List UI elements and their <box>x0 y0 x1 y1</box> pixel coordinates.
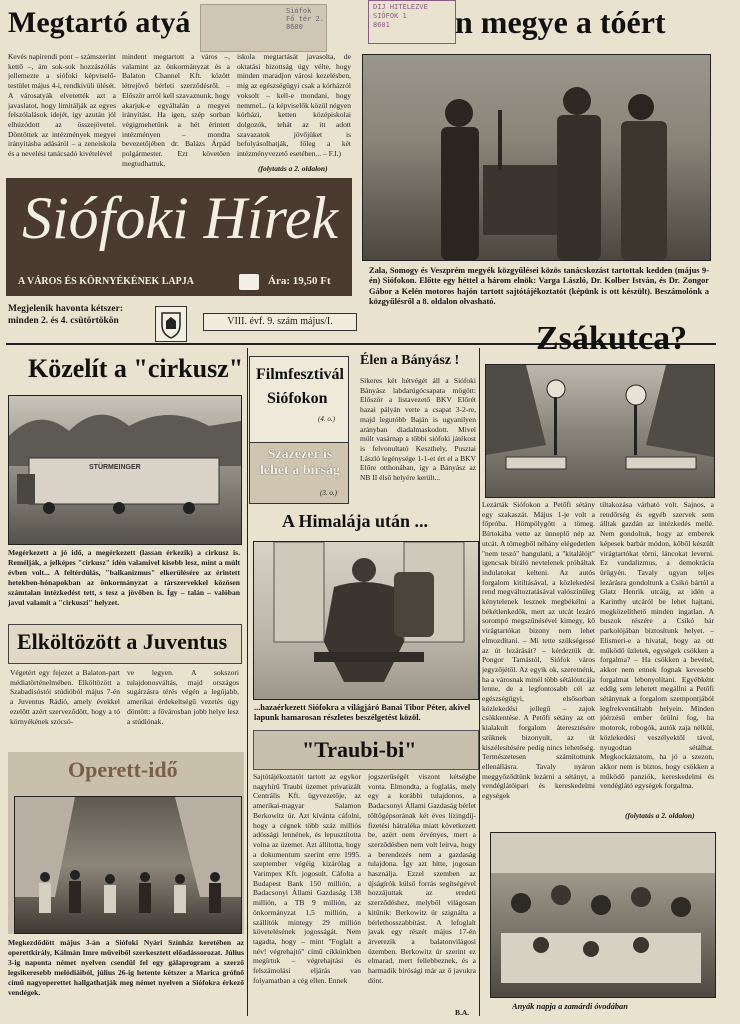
issue-number: VIII. évf. 9. szám május/I. <box>203 313 357 331</box>
juventus-headline: Elköltözött a Juventus <box>17 629 228 654</box>
megtarto-col1: Kevés napirendi pont – számszerint kettő –, ám sok-sok hozzászólás jellemezte a siófoki képviselő-testület május 4-i, rendkívüli ülését. A városatyák elvetették azt a javaslatot, hogy limitálják az egyes felszólalások idejét, így azután jól elhúzódott az összejövetel. Döntöttek az intézmények megyei irányításba adásáról – a zeneiskola és a nevelési tanácsadó kivételével <box>8 52 116 159</box>
masthead-price: Ára: 19,50 Ft <box>268 275 331 287</box>
traveler-photo <box>253 541 479 700</box>
traubi-headline-box <box>253 730 479 770</box>
traubi-signature: B.A. <box>455 1008 470 1017</box>
column-rule <box>479 348 480 1016</box>
himalaya-caption: ...hazaérkezett Siófokra a világjáró Banai Tibor Péter, akivel lapunk hamarosan részletes beszélgetést közöl. <box>254 703 471 723</box>
traubi-col2: jogszerűségét viszont kétségbe vonta. Elmondta, a foglalás, mely egy a korábbi tulajdonos, a Badacsonyi Állami Gazdaság bérlet töltőgépsorának két éves lízingdíj-fizetési hátraléka miatt következett be, azért nem érvényes, mert a szerződésben nem volt leírva, hogy a berendezés nem a gazdaság tulajdona. Így azt hitte, jogosan használja. Ezzel szemben az újságírók külső forrás segítségével hozzájuttak az eredeti szerződéshez, melyből világosan kitűnik: Berkowitz úr szignálta a bérlethosszabbítást. A lefoglalt javak egy részét május 17-én árverezik a balatonvilágosi üzemben. Berkowitz úr szerint ez elmarad, mert fellebbeznek, és a harmadik bírósági már az ő javukra dönt. <box>368 772 476 985</box>
film-box <box>249 356 349 444</box>
zsakutca-col2: tiltakozása várható volt. Sajnos, a rendőrség és egyéb szervek sem álltak gazdán az intézkedés mellé. Nem gondoltuk, hogy az emberek képesek barbár módon, kőből készült virágtartókat törni, láncokat leverni. Ez vandalizmus, a demokrácia ürügyén. Tavaly ugyan teljes lezárásra gondoltunk a Csikó bártól a Glatz Henrik utcáig, az idén a Karinthy utcáról be lehet hajtani, megközelíthető minden ingatlan. A buszok részére a Csikó bár parkolójában biztosítunk helyet. – Elismeri-e a hivatal, hogy az ott működő üzletek, egységek csökken a forgalma? – Ha csökken a bevétel, akkor nem ennek fognak kevesebb forgalmat lebonyolítani. Egyébként eddig sem lehetett megállni a Petőfi sétánynak a forgalom szempontjából legfrekventáltabb helyein. Minden jóérzésű ember örülni fog, ha motorok, robogók, autók zaja nélkül, közlekedési veszélyektől távol, nyugodtan sétálhat. Megkockáztatom, ha jó a szezon, akkor nem is biztos, hogy csökken a működő panziók, kereskedelmi és vendéglátó egységek forgalma. <box>600 500 714 791</box>
postal-stamp-dij-hitelezve <box>368 0 456 44</box>
traubi-col1: Sajtótájékoztatót tartott az egykor nagyhírű Traubi üzemet privatizált Centrális Kft. ügyvezetője, az amerikai-magyar Salamon Berkowitz úr. Azt kívánta cáfolni, hogy a cégnek több száz milliós adóssági lennének, és lepusztította volna az üzemet. Azt állította, hogy a dokumentum szerint erre 1995. szeptember végéig kizárólag a Varimpex Kft. jogosult. Cáfolta a Budapest Bank 150 millión, a Badacsonyi Állami Gazdaság 138 millión, a TB 9 millión, az önkormányzat 1,5 millión, a szállítók mintegy 29 millión követelésének jogosságát. Nem tagadta, hogy – mint "Foglalt a név! végrehajtó" című cikkünkben megírtuk – végrehajtási és felszámolási eljárás van folyamatban a cég ellen. Ennek <box>253 772 361 985</box>
masthead <box>6 178 352 296</box>
film-title: Filmfesztivál <box>256 366 344 383</box>
street-barrier-photo <box>485 364 715 498</box>
masthead-subtitle: A VÁROS ÉS KÖRNYÉKÉNEK LAPJA <box>18 276 194 287</box>
operett-body: Megkezdődött május 3-án a Siófoki Nyári Színház keretében az operettkirály, Kálmán Imre műveiből szerkesztett előadássorozat. Július 3-ig naponta német nyelven csendül fel egy gálaprogram a szerző legsikeresebb melódiáiból, július 26-ig hetente kétszer a Marica grófnő című nagyoperettet hallgathatják meg német nyelven a Siófokra érkező vendégek. <box>8 938 244 997</box>
zsakutca-col1: Lezárták Siófokon a Petőfi sétány egy szakaszát. Május 1-je volt a főpróba. Hömpölygött a tömeg. Bírtokába vette az ünneplő nép az utcát. A tömegből néhány elégedetlen "nem teszó" hangulatú, a "kitalálójt" igencsak bíráló nevtelenek próbáltak indulatokat kelteni. Az autós forgalom kitiltásával, a közlekedési rend megváltoztatásával valószínűleg kénytelenek lesznek megbékélni a békétlenkedők, mert az utcát lezáró sorompó megszűnésével kimegy, kő virágtartókat bizony nem lehet elmozdítani. – Mi tette szükségessé az út lezárását? – kérdeztük dr. Pongor Tamástól, Siófok város jegyzőjétől. Az egyik ok, szeretnénk, ha a városnak minél több sétálóutcája lenne, de a legfontosabb cél az egészségügyi, elsősorban közlekedési jellegű – zajok csökkentése. A Petőfi sétány az ott kialakult forgalom áteresztésére szűknek bizonyult, az út kiszélesítésére pedig nincs lehetőség. Természetesen számítottunk ellenállásra. Tavaly nyáron meggyőződtünk lezárni a sétányt, a vendéglátóipari és kereskedelmi egységek <box>482 500 595 801</box>
megtarto-col3: iskola megtartását javasolta, de oktatási bizottság úgy vélte, hogy minden maradjon városi kezelésben, míg az egészségügyi csak a kórházról voksolt – kell-e mondani, hogy nemmel... (a képviselők közül négyen kórházi, ketten középiskolai dolgozók, tehát az itt adott szavazatok jövőjüket is befolyásolhatják, főleg a két intézményvezető esetében... – F.I.) <box>237 52 351 159</box>
anyak-caption: Anyák napja a zamárdi óvodában <box>512 1002 628 1011</box>
birsag-box <box>249 442 349 504</box>
zsakutca-headline: Zsákutca? <box>536 320 688 357</box>
megye-caption: Zala, Somogy és Veszprém megyék közgyűlései közös tanácskozást tartottak kedden (május 9-én) Siófokon. Előtte egy héttel a három elnök: Varga László, Dr. Kolber István, és Dr. Zongor Gábor a Kelén motoros hajón tartott sajtótájékoztatót (képünk is ott készült). Beszámolónk a közgyűlésről a 8. oldalon olvasható. <box>369 266 709 307</box>
juventus-headline-box <box>8 624 242 664</box>
operett-headline: Operett-idő <box>68 757 178 782</box>
megtarto-continued: (folytatás a 2. oldalon) <box>258 164 328 173</box>
stamp-line: 8600 <box>286 23 303 31</box>
banyasz-headline: Élen a Bányász ! <box>360 353 460 368</box>
traubi-headline: "Traubi-bi" <box>302 737 417 762</box>
juventus-col1: Végetért egy fejezet a Balaton-part médiatörténelmében. Elköltözött a Szabadisóstói stúdióból május 7-én a Juventus Rádió, amely évekkel ezelőtt azért szerveződött, hogy a tó környékének szócsö- <box>10 668 120 726</box>
juventus-col2: ve legyen. A sokszori tulajdonosváltás, majd országos sugárzásra térés végén a legújabb, amerikai érdekeltségű vezetés úgy döntött: a fővárosban jobb helye lesz a stúdiónak. <box>127 668 239 726</box>
cirkusz-body: Megérkezett a jó idő, a megérkezett (lassan érkezik) a cirkusz is. Remélják, a jelképes "cirkusz" idén valamivel kisebb lesz, mint a múlt évben volt... A feltérdúlás, "balkanizmus" elkerülésére az érintett hetekben-hónapokban az önkormányzat a társzervekkel közösen számtalan intézkedést tett, s tesz a jövőben is. Így – talán – valóban javul valamit a "cirkuszi" helyzet. <box>8 548 240 607</box>
stamp2-line: 8601 <box>373 21 390 29</box>
stamp-line: Siófok <box>286 7 312 15</box>
stamp2-line: SIÓFOK 1 <box>373 12 407 20</box>
himalaya-headline: A Himalája után ... <box>282 511 429 531</box>
truck-text: STÜRMEINGER <box>89 464 141 471</box>
stamp2-line: DIJ HITELEZVE <box>373 3 428 11</box>
frequency-line2: minden 2. és 4. csütörtökön <box>8 316 119 326</box>
banyasz-body: Sikeres két hétvégét áll a Siófoki Bányász labdarúgócsapata mögött: Először a listavezető BKV Előrét hazai pályán verte a csapat 3-2-re, majd legutóbb Baján is ugyanilyen arányban diadalmaskodott. Mivel múlt vasárnap a többi siófoki játékost is felvonultató Keszthely, Pusztai László legénysége 1-1-et ért el a BKV Előre otthonában, így a Bányász az NB II élső helyére került... <box>360 376 476 483</box>
zsakutca-continued: (folytatás a 2. oldalon) <box>625 811 695 820</box>
megtarto-headline: Megtartó atyá <box>8 6 191 39</box>
film-location: Siófokon <box>267 390 328 407</box>
frequency-line1: Megjelenik havonta kétszer: <box>8 304 124 314</box>
crest-icon <box>239 274 259 290</box>
frequency-note <box>8 303 123 327</box>
megtarto-col2: mindent megtartott a város –, valamint az önkormányzat és a Balaton Channel Kft. között létrejövő bérleti szerződésről. – Először arról kell szavaznunk, hogy akarjuk-e egyáltalán a megyei irányítást. Ha igen, szép sorban végigmehetünk a hét érintett intézményen – mondta bevezetőjében dr. Balázs Árpád polgármester. Ezt követően megtudhattuk, <box>122 52 230 168</box>
cirkusz-headline: Közelít a "cirkusz" <box>28 354 244 383</box>
megye-headline: n megye a tóért <box>455 4 666 40</box>
column-rule <box>247 348 248 1016</box>
film-ref: (4. o.) <box>318 415 335 423</box>
circus-truck-photo <box>8 395 242 545</box>
city-crest-icon <box>155 306 187 342</box>
operetta-stage-photo <box>14 796 242 934</box>
three-presidents-photo <box>362 54 711 261</box>
postage-stamp <box>200 4 327 52</box>
kindergarten-photo <box>490 832 716 998</box>
masthead-title: Siófoki Hírek <box>22 185 339 251</box>
birsag-ref: (3. o.) <box>320 489 337 497</box>
stamp-line: Fő tér 2. <box>286 15 324 23</box>
birsag-title: Százezer is lehet a bírság <box>259 447 341 478</box>
